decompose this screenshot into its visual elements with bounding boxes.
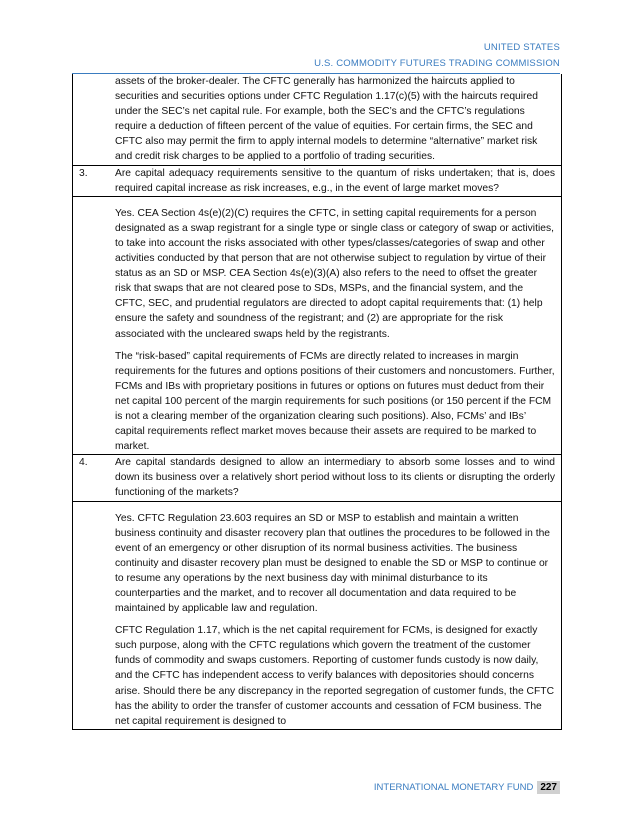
table-row	[73, 197, 561, 456]
page-footer	[374, 781, 560, 794]
header-country: UNITED STATES	[483, 42, 560, 53]
question-number: 3.	[79, 167, 88, 179]
answer-cell	[115, 502, 555, 729]
answer-paragraph: Yes. CFTC Regulation 23.603 requires an SD or MSP to establish and maintain a written business continuity and disaster recovery plan that outlines the procedures to be followed in the event of an emergency or other disruption of its normal business activities. The business continuity and disaster recovery plan must be designed to enable the SD or MSP to continue or to resume any operations by the next business day with minimal disturbance to its counterparties and the market, and to recover all documentation and data required to be maintained by applicable law and regulation.	[115, 512, 551, 615]
questionnaire-table	[72, 74, 562, 730]
table-row	[73, 74, 561, 166]
answer-paragraph: CFTC Regulation 1.17, which is the net capital requirement for FCMs, is designed for exactly such purpose, along with the CFTC regulations which govern the treatment of the customer funds of commodity and swaps customers. Reporting of customer funds custody is now daily, and the CFTC has independent access to verify balances with depositories should concerns arise. Should there be any discrepancy in the reported segregation of customer funds, the CFTC has the ability to order the transfer of customer accounts and cessation of FCM business. The net capital requirement is designed to	[115, 625, 555, 727]
table-row	[73, 166, 561, 197]
table-row	[73, 502, 561, 730]
question-text: Are capital standards designed to allow an intermediary to absorb some losses and to wind down its business over a relatively short period without loss to its clients or disrupting the orderly functioning of the markets?	[115, 457, 555, 499]
question-number: 4.	[79, 457, 88, 469]
answer-paragraph: assets of the broker-dealer. The CFTC generally has harmonized the haircuts applied to securities and securities options under CFTC Regulation 1.17(c)(5) with the haircuts required under the SEC’s net capital rule. For example, both the SEC’s and the CFTC’s regulations require a deduction of fifteen percent of the value of equities. For certain firms, the SEC and CFTC also may permit the firm to apply internal models to determine “alternative” market risk and credit risk charges to be applied to a portfolio of trading securities.	[115, 76, 538, 163]
header-agency: U.S. COMMODITY FUTURES TRADING COMMISSION	[314, 58, 560, 69]
answer-cell	[115, 197, 555, 455]
answer-cell	[115, 74, 555, 165]
answer-paragraph: The “risk-based” capital requirements of FCMs are directly related to increases in margin requirements for the futures and options positions of their customers and noncustomers. Further, FCMs and IBs with proprietary positions in futures or options on futures must deduct from their net capital 100 percent of the margin requirements for such positions (or 150 percent if the FCM is not a clearing member of the organization clearing such positions). Also, FCMs’ and IBs’ capital requirements reflect market moves because their assets are required to be marked to market.	[115, 350, 555, 453]
footer-label: INTERNATIONAL MONETARY FUND	[373, 782, 534, 793]
answer-paragraph: Yes. CEA Section 4s(e)(2)(C) requires the CFTC, in setting capital requirements for a person designated as a swap registrant for a single type or single class or category of swap or activities, to take into account the risks associated with other types/classes/categories of swap and other activities conducted by that person that are not otherwise subject to regulation by virtue of their status as an SD or MSP. CEA Section 4s(e)(3)(A) also refers to the need to offset the greater risk that swaps that are not cleared pose to SDs, MSPs, and the financial system, and the CFTC, SEC, and prudential regulators are directed to adopt capital requirements that: (1) help ensure the safety and soundness of the registrant; and (2) are appropriate for the risk associated with the uncleared swaps held by the registrants.	[115, 207, 554, 340]
question-text: Are capital adequacy requirements sensitive to the quantum of risks undertaken; that is, does required capital increase as risk increases, e.g., in the event of large market moves?	[115, 167, 555, 194]
table-row	[73, 455, 561, 501]
page-number: 227	[537, 781, 560, 794]
